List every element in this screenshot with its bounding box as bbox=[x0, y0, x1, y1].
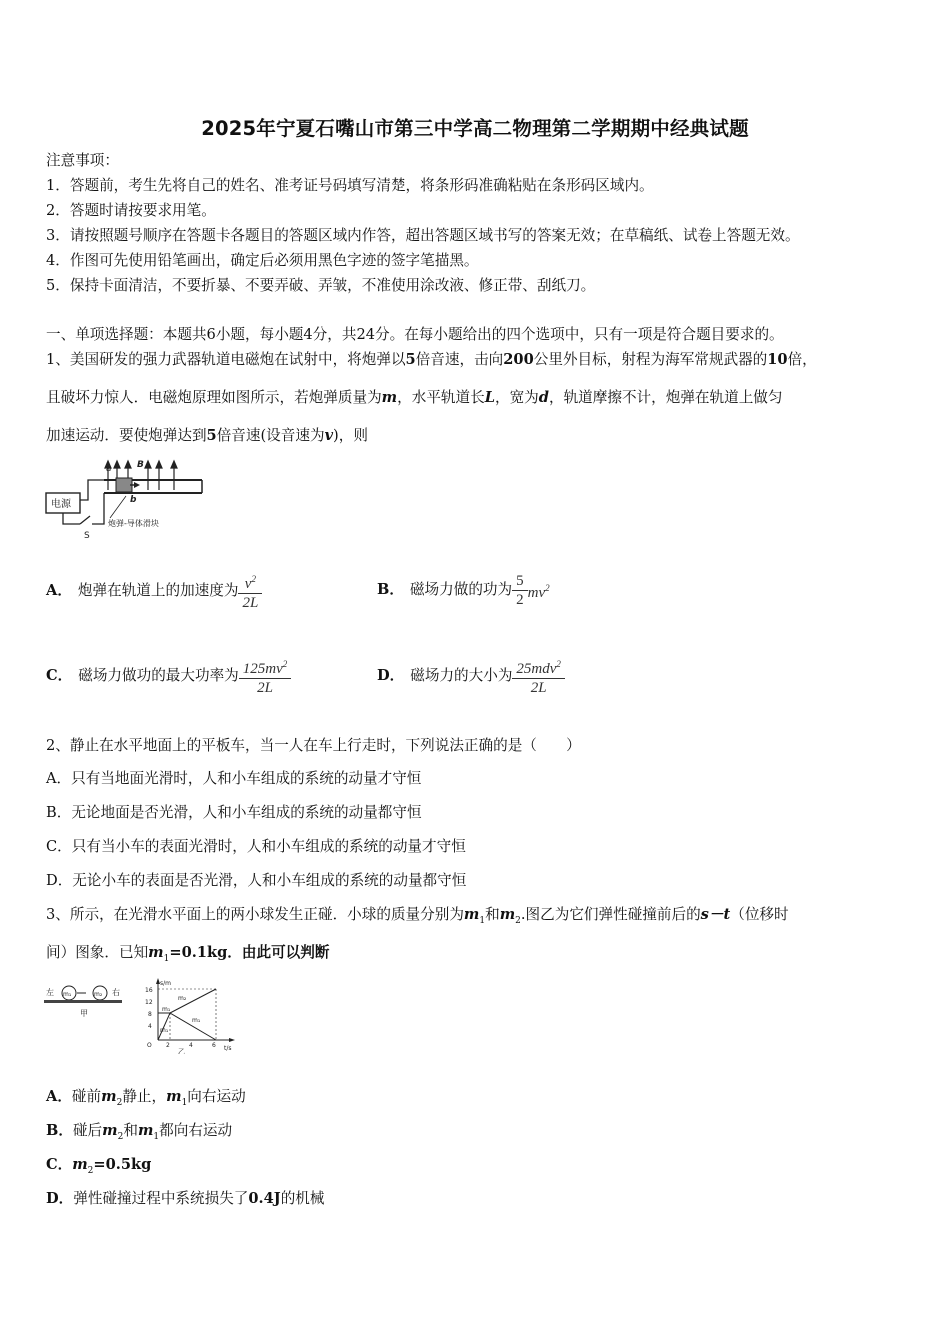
q3-stem-line-1: 3、所示，在光滑水平面上的两小球发生正碰．小球的质量分别为$m_1$和$m_2$.图乙为它们弹性碰撞前后的s－t（位移时 bbox=[46, 906, 789, 926]
q1-stem-line-3: 加速运动．要使炮弹达到5倍音速(设音速为v)，则 bbox=[46, 427, 368, 444]
ytick-8: 8 bbox=[148, 1011, 152, 1018]
xtick-2: 2 bbox=[166, 1042, 170, 1049]
q2-option-B[interactable]: B．无论地面是否光滑，人和小车组成的系统的动量都守恒 bbox=[46, 804, 422, 821]
ytick-4: 4 bbox=[148, 1023, 152, 1030]
q1-option-D[interactable]: D． 磁场力的大小为 $\frac{25mdv^2}{2L}$ bbox=[377, 655, 565, 697]
xtick-6: 6 bbox=[212, 1042, 216, 1049]
q1-option-B[interactable]: B． 磁场力做的功为 $\frac{5}{2}$ $mv^2$ bbox=[377, 572, 550, 608]
label-jia: 甲 bbox=[80, 1009, 88, 1018]
q1-stem-line-2: 且破坏力惊人．电磁炮原理如图所示，若炮弹质量为m，水平轨道长L，宽为d，轨道摩擦不计，炮弹在轨道上做匀 bbox=[46, 389, 783, 406]
graph-m1-bottom-label: m₁ bbox=[160, 1027, 169, 1034]
collision-diagram bbox=[44, 978, 244, 1054]
page-title: 2025年宁夏石嘴山市第三中学高二物理第二学期期中经典试题 bbox=[201, 117, 749, 140]
graph-m1-top-label: m₁ bbox=[162, 1006, 171, 1013]
q1-stem-line-1: 1、美国研发的强力武器轨道电磁炮在试射中，将炮弹以5倍音速，击向200公里外目标，射程为海军常规武器的10倍， bbox=[46, 351, 817, 368]
q2-option-A[interactable]: A．只有当地面光滑时，人和小车组成的系统的动量才守恒 bbox=[46, 770, 422, 787]
q1-option-A[interactable]: A． 炮弹在轨道上的加速度为 $\frac{v^2}{2L}$ bbox=[46, 570, 262, 612]
notice-5: 5．保持卡面清洁，不要折暴、不要弄破、弄皱，不准使用涂改液、修正带、刮纸刀。 bbox=[46, 277, 596, 294]
label-b: b bbox=[130, 495, 137, 505]
notice-1: 1．答题前，考生先将自己的姓名、准考证号码填写清楚，将条形码准确粘贴在条形码区域内。 bbox=[46, 177, 654, 194]
label-yi: 乙 bbox=[178, 1048, 185, 1054]
axis-t: t/s bbox=[224, 1045, 232, 1052]
q3-option-D[interactable]: D．弹性碰撞过程中系统损失了0.4J的机械 bbox=[46, 1190, 325, 1207]
q3-stem-line-2: 间）图象．已知$m_1=0.1kg$．由此可以判断 bbox=[46, 944, 330, 964]
q3-option-A[interactable]: A．碰前$m_2$静止，$m_1$向右运动 bbox=[46, 1088, 246, 1108]
q2-option-C[interactable]: C．只有当小车的表面光滑时，人和小车组成的系统的动量才守恒 bbox=[46, 838, 466, 855]
notice-heading: 注意事项： bbox=[46, 152, 119, 169]
axis-origin: O bbox=[147, 1042, 152, 1049]
ball-m1: m₁ bbox=[63, 991, 72, 998]
label-caption: 炮弹-导体滑块 bbox=[108, 519, 159, 528]
q2-option-D[interactable]: D．无论小车的表面是否光滑，人和小车组成的系统的动量都守恒 bbox=[46, 872, 467, 889]
xtick-4: 4 bbox=[189, 1042, 193, 1049]
ytick-16: 16 bbox=[145, 987, 153, 994]
graph-m2-label: m₂ bbox=[178, 995, 187, 1002]
q1-option-C[interactable]: C． 磁场力做功的最大功率为 $\frac{125mv^2}{2L}$ bbox=[46, 655, 291, 697]
ball-m2: m₂ bbox=[94, 991, 103, 998]
ytick-12: 12 bbox=[145, 999, 153, 1006]
axis-s: s/m bbox=[160, 980, 171, 987]
label-left: 左 bbox=[46, 988, 54, 997]
q3-option-B[interactable]: B．碰后$m_2$和$m_1$都向右运动 bbox=[46, 1122, 233, 1142]
label-a: a bbox=[106, 464, 112, 474]
notice-3: 3．请按照题号顺序在答题卡各题目的答题区域内作答，超出答题区域书写的答案无效；在草稿纸、试卷上答题无效。 bbox=[46, 227, 800, 244]
notice-2: 2．答题时请按要求用笔。 bbox=[46, 202, 216, 219]
label-right: 右 bbox=[112, 988, 120, 997]
q3-option-C[interactable]: C．$m_2=0.5kg$ bbox=[46, 1156, 152, 1176]
notice-4: 4．作图可先使用铅笔画出，确定后必须用黑色字迹的签字笔描黑。 bbox=[46, 252, 479, 269]
label-power: 电源 bbox=[51, 499, 71, 510]
q2-stem: 2、静止在水平地面上的平板车，当一人在车上行走时，下列说法正确的是（ ） bbox=[46, 737, 581, 754]
railgun-diagram bbox=[44, 456, 214, 542]
graph-m1-after-label: m₁ bbox=[192, 1017, 201, 1024]
label-S: S bbox=[84, 531, 90, 541]
section-heading: 一、单项选择题：本题共6小题，每小题4分，共24分。在每小题给出的四个选项中，只有一项是符合题目要求的。 bbox=[46, 326, 784, 343]
label-B: B bbox=[137, 460, 144, 470]
